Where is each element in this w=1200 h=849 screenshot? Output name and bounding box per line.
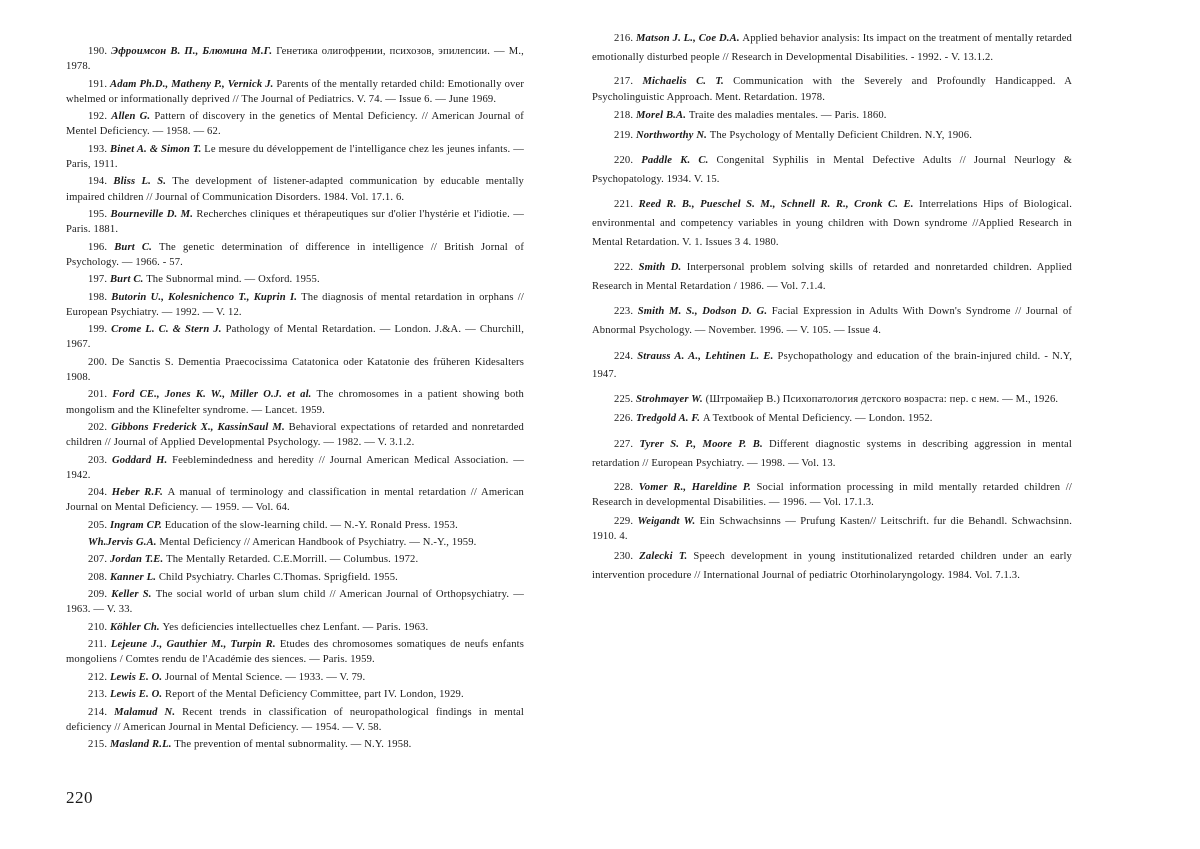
reference-number: 216. [614, 33, 636, 44]
reference-number: 221. [614, 199, 639, 211]
reference-number: 197. [88, 274, 110, 286]
reference-authors: Ford CE., Jones K. W., Miller O.J. et al. [112, 389, 317, 401]
reference-number: 210. [88, 621, 110, 633]
reference-text: Etudes des chromosomes somatiques de neufs enfants mongoliens / Comtes rendu de l'Académie des siences. — Paris. 1959. [66, 639, 525, 666]
reference-authors: Michaelis C. T. [642, 76, 734, 88]
reference-entry [592, 303, 1072, 341]
reference-entry [592, 259, 1072, 297]
reference-text: The prevention of mental subnormality. — N.Y. 1958. [174, 739, 412, 751]
reference-entry [66, 570, 524, 585]
reference-text: Ein Schwachsinns — Prufung Kasten// Leitschrift. fur die Behandl. Schwachsinn. 1910. 4. [592, 515, 1073, 543]
reference-authors: Wh.Jervis G.A. [88, 537, 160, 549]
reference-number: 215. [88, 739, 110, 751]
reference-authors: Lewis E. O. [109, 671, 166, 683]
reference-authors: Keller S. [111, 589, 156, 601]
reference-entry [592, 108, 1072, 124]
reference-entry [66, 535, 524, 550]
reference-authors: Ingram CP. [109, 519, 165, 531]
reference-authors: Northworthy N. [635, 129, 710, 141]
reference-text: The chromosomes in a patient showing both mongolism and the Klinefelter syndrome. — Lancet. 1959. [66, 389, 524, 416]
reference-entry [66, 109, 524, 139]
reference-authors: Crome L. C. & Stern J. [111, 324, 226, 336]
reference-number: 226. [614, 413, 636, 425]
reference-authors: Adam Ph.D., Matheny P., Vernick J. [110, 78, 277, 90]
reference-entry [66, 485, 524, 515]
reference-text: (Штромайер В.) Психопатология детского возраста: пер. с нем. — М., 1926. [705, 393, 1059, 405]
reference-authors: Paddle K. C. [641, 155, 717, 167]
reference-number: 217. [614, 76, 643, 88]
reference-text: Parents of the mentally retarded child: Emotionally over whelmed or informationally deprived // The Journal of Pediatrics. V. 74. — Issue 6. — June 1969. [66, 78, 525, 105]
reference-number: 209. [88, 589, 112, 601]
reference-authors: Jordan T.E. [109, 554, 167, 566]
reference-entry [592, 480, 1072, 511]
reference-number: 199. [88, 324, 112, 336]
reference-entry [66, 240, 524, 270]
reference-authors: Bliss L. S. [113, 176, 173, 188]
reference-entry [66, 355, 524, 385]
reference-entry [592, 30, 1072, 68]
reference-authors: Tredgold A. F. [635, 413, 703, 425]
reference-text: Recherches cliniques et thérapeutiques sur d'olier l'hystérie et l'idiotie. — Paris. 1881. [66, 208, 525, 236]
reference-authors: Lewis E. O. [109, 689, 166, 701]
page-number: 220 [66, 788, 93, 807]
reference-number: 194. [88, 176, 114, 188]
reference-number: 220. [614, 155, 642, 167]
reference-authors: Zalecki T. [639, 550, 694, 562]
reference-text: The Subnormal mind. — Oxford. 1955. [146, 274, 320, 286]
reference-entry [66, 44, 524, 74]
reference-number: 201. [88, 389, 113, 401]
reference-number: 211. [88, 639, 111, 651]
reference-text: The Mentally Retarded. C.E.Morrill. — Columbus. 1972. [166, 554, 419, 566]
reference-number: 192. [88, 111, 112, 123]
reference-authors: Reed R. B., Pueschel S. M., Schnell R. R., Cronk C. E. [638, 199, 919, 211]
reference-number: 208. [88, 571, 110, 583]
reference-entry [66, 453, 524, 483]
reference-number: 227. [614, 438, 640, 450]
reference-entry [66, 637, 524, 667]
left-reference-column [66, 44, 524, 755]
reference-entry [66, 174, 524, 204]
reference-number: 195. [88, 208, 111, 220]
reference-text: Communication with the Severely and Profoundly Handicapped. A Psycholinguistic Approach. Ment. Retardation. 1978. [592, 76, 1073, 103]
reference-number: 198. [88, 291, 112, 303]
reference-text: Report of the Mental Deficiency Committee, part IV. London, 1929. [165, 689, 464, 701]
reference-authors: Morel B.A. [635, 110, 689, 122]
reference-authors: Lejeune J., Gauthier M., Turpin R. [110, 639, 280, 651]
reference-entry [66, 272, 524, 287]
reference-text: Mental Deficiency // American Handbook of Psychiatry. — N.-Y., 1959. [159, 537, 477, 549]
reference-authors: Butorin U., Kolesnichenco T., Kuprin I. [111, 291, 302, 303]
reference-entry [66, 77, 524, 107]
reference-number: 229. [614, 515, 638, 527]
reference-authors: Bourneville D. M. [110, 208, 197, 220]
reference-authors: Matson J. L., Coe D.A. [635, 33, 743, 44]
reference-entry [592, 548, 1072, 586]
reference-entry [66, 620, 524, 635]
reference-text: Interrelations Hips of Biological. environmental and competency variables in young children with Down syndrome //Applied Research in Mental Retardation. V. 1. Issues 3 4. 1980. [592, 199, 1072, 248]
reference-entry [66, 420, 524, 450]
reference-number: 196. [88, 241, 115, 253]
reference-number: 203. [88, 454, 112, 466]
reference-text: Le mesure du développement de l'intelligance chez les jeunes infants. — Paris, 1911. [66, 143, 524, 170]
reference-number: 190. [88, 46, 112, 57]
reference-authors: Vomer R., Hareldine P. [638, 481, 757, 493]
reference-text: The development of listener-adapted communication by educable mentally impaired children // Journal of Communication Disorders. 1984. Vol. 17.1. 6. [66, 176, 524, 203]
reference-entry [592, 392, 1072, 408]
reference-text: Traite des maladies mentales. — Paris. 1860. [688, 110, 887, 122]
reference-number: 202. [88, 421, 112, 433]
reference-authors: Binet A. & Simon T. [110, 143, 205, 155]
reference-entry [66, 552, 524, 567]
reference-text: Congenital Syphilis in Mental Defective Adults // Journal Neurlogy & Psychopatology. 1934. V. 15. [592, 155, 1072, 185]
reference-text: Social information processing in mild mentally retarded children // Research in developmental Disabilities. — 1996. — Vol. 17.1.3. [592, 481, 1072, 509]
reference-number: 228. [614, 481, 639, 493]
reference-entry [592, 74, 1072, 105]
reference-number: 212. [88, 671, 110, 683]
right-reference-column [592, 30, 1072, 592]
reference-entry [66, 387, 524, 417]
reference-number: 204. [88, 487, 112, 499]
reference-number: 200. [88, 356, 112, 368]
reference-text: Speech development in young institutionalized retarded children under an early intervention procedure // International Journal of pediatric Otorhinolaryngology. 1984. Vol. 7.1.3. [592, 550, 1073, 581]
reference-authors: Heber R.F. [111, 487, 168, 499]
reference-text: Recent trends in classification of neuropathological findings in mental deficiency // American Journal in Mental Deficiency. — 1954. — V. 58. [66, 706, 525, 733]
reference-number: 225. [614, 393, 636, 405]
reference-authors: Gibbons Frederick X., KassinSaul M. [111, 421, 289, 433]
reference-authors: Malamud N. [114, 706, 183, 718]
reference-text: Applied behavior analysis: Its impact on the treatment of mentally retarded emotionally disturbed people // Research in Developmental Disabilities. - 1992. - V. 13.1.2. [592, 33, 1072, 63]
reference-text: A manual of terminology and classification in mental retardation // American Journal on Mental Deficiency. — 1959. — Vol. 64. [66, 487, 525, 514]
reference-number: 207. [88, 554, 110, 566]
reference-number: 218. [614, 110, 636, 122]
reference-entry [592, 127, 1072, 146]
reference-entry [592, 152, 1072, 190]
reference-text: Interpersonal problem solving skills of retarded and nonretarded children. Applied Research in Mental Retardation / 1986. — Vol. 7.1.4. [592, 262, 1072, 293]
reference-authors: Strauss A. A., Lehtinen L. E. [637, 350, 778, 362]
reference-text: De Sanctis S. Dementia Praecocissima Catatonica oder Katatonie des früheren Kidesalters 1908. [66, 356, 525, 383]
reference-text: Education of the slow-learning child. — N.-Y. Ronald Press. 1953. [164, 519, 458, 531]
reference-entry [66, 142, 524, 172]
reference-authors: Goddard H. [111, 454, 173, 466]
reference-number: 205. [88, 519, 110, 531]
reference-entry [66, 518, 524, 533]
reference-number: 222. [614, 262, 639, 274]
reference-authors: Strohmayer W. [635, 393, 706, 405]
reference-entry [592, 514, 1072, 545]
reference-number: 214. [88, 706, 115, 718]
reference-number: 213. [88, 689, 110, 701]
reference-authors: Weigandt W. [637, 515, 700, 527]
reference-text: Psychopathology and education of the brain-injured child. - N.Y, 1947. [592, 350, 1073, 381]
reference-number: 191. [88, 78, 111, 90]
reference-entry [66, 587, 524, 617]
reference-text: Feeblemindedness and heredity // Journal American Medical Association. — 1942. [66, 454, 525, 481]
reference-text: The social world of urban slum child // American Journal of Orthopsychiatry. — 1963. — V. 33. [66, 589, 524, 616]
reference-text: A Textbook of Mental Deficiency. — London. 1952. [702, 413, 933, 425]
reference-entry [66, 687, 524, 702]
reference-text: The diagnosis of mental retardation in orphans // European Psychiatry. — 1992. — V. 12. [66, 291, 524, 318]
reference-authors: Kanner L. [109, 571, 159, 583]
reference-number: 193. [88, 143, 111, 155]
reference-authors: Smith D. [638, 262, 687, 274]
reference-text: Child Psychiatry. Charles C.Thomas. Sprigfield. 1955. [158, 571, 398, 583]
reference-entry [66, 322, 524, 352]
reference-number: 224. [614, 350, 638, 362]
reference-number: 230. [614, 550, 640, 562]
reference-authors: Эфроимсон В. П., Блюмина М.Г. [111, 46, 277, 57]
reference-text: Journal of Mental Science. — 1933. — V. 79. [165, 671, 366, 683]
reference-text: The genetic determination of difference in intelligence // British Jornal of Psychology. — 1966. - 57. [66, 241, 525, 268]
reference-text: Pattern of discovery in the genetics of Mental Deficiency. // American Journal of Mentel Deficiency. — 1958. — 62. [66, 111, 524, 138]
reference-authors: Köhler Ch. [109, 621, 163, 633]
reference-authors: Burt C. [114, 241, 159, 253]
reference-text: The Psychology of Mentally Deficient Children. N.Y, 1906. [709, 129, 972, 141]
reference-entry [66, 207, 524, 237]
reference-entry [66, 737, 524, 752]
reference-authors: Masland R.L. [109, 739, 175, 751]
reference-text: Behavioral expectations of retarded and nonretarded children // Journal of Applied Developmental Psychology. — 1982. — V. 3.1.2. [66, 421, 525, 449]
reference-text: Yes deficiencies intellectuelles chez Lenfant. — Paris. 1963. [162, 621, 429, 633]
reference-authors: Burt C. [109, 274, 147, 286]
reference-entry [66, 670, 524, 685]
reference-text: Different diagnostic systems in describing aggression in mental retardation // European Psychiatry. — 1998. — Vol. 13. [592, 438, 1072, 469]
reference-entry [592, 196, 1072, 252]
reference-entry [592, 348, 1072, 386]
reference-text: Facial Expression in Adults With Down's Syndrome // Journal of Abnormal Psychology. — November. 1996. — V. 105. — Issue 4. [592, 306, 1072, 337]
reference-text: Генетика олигофрении, психозов, эпилепсии. — М., 1978. [66, 46, 524, 73]
reference-number: 219. [614, 129, 636, 141]
reference-authors: Allen G. [111, 111, 155, 123]
reference-entry [66, 705, 524, 735]
reference-authors: Tyrer S. P., Moore P. B. [639, 438, 770, 450]
reference-authors: Smith M. S., Dodson D. G. [637, 306, 772, 318]
reference-entry [66, 290, 524, 320]
reference-entry [592, 410, 1072, 429]
reference-entry [592, 436, 1072, 474]
reference-text: Pathology of Mental Retardation. — London. J.&A. — Churchill, 1967. [66, 324, 525, 351]
reference-number: 223. [614, 306, 638, 318]
